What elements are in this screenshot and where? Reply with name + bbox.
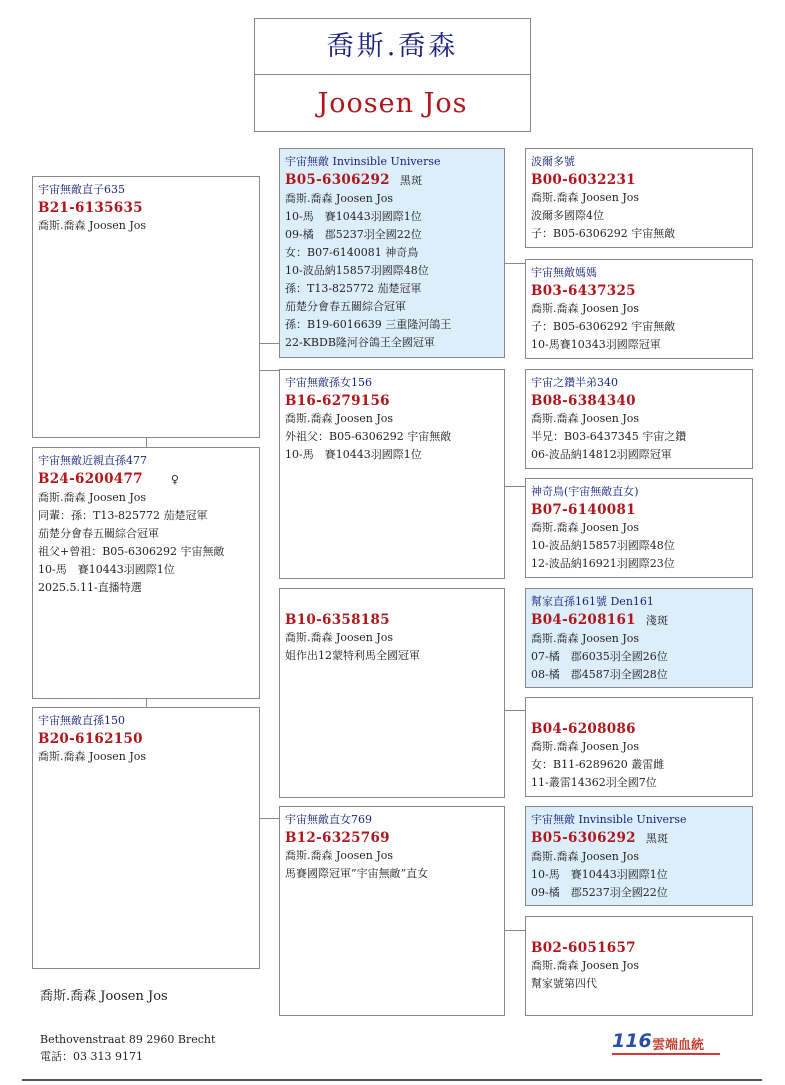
sire2-sire-line: 08-橘 郡4587羽全國28位 (531, 668, 668, 681)
dam-dam-title: 神奇鳥(宇宙無敵直女) (531, 485, 639, 498)
connector-line (505, 263, 525, 264)
subject-2-ring: B24-6200477 ♀ (38, 471, 180, 487)
connector-line (260, 818, 280, 819)
logo-number: 116 (612, 1030, 652, 1052)
connector-line (505, 930, 525, 931)
subject-3-ring: B20-6162150 (38, 731, 143, 747)
dam-sire-line: 半兄：B03-6437345 宇宙之鑽 (531, 430, 687, 443)
sire2-dam-line: 11-叢雷14362羽全國7位 (531, 776, 657, 789)
sex-symbol: ♀ (170, 473, 180, 486)
sire-line: 22-KBDB隆河谷鴿王全國冠軍 (285, 336, 435, 349)
subject-2-line: 10-馬 賽10443羽國際1位 (38, 563, 175, 576)
subject-box-3 (32, 707, 260, 969)
dam-ring: B16-6279156 (285, 393, 390, 409)
dam-sire-box (525, 369, 753, 469)
dam-sire-ring: B08-6384340 (531, 393, 636, 409)
granddam-ring: B03-6437325 (531, 283, 636, 299)
grandsire-ring: B00-6032231 (531, 172, 636, 188)
dam-dam-ring: B07-6140081 (531, 502, 636, 518)
sire2-ring: B10-6358185 (285, 612, 390, 628)
dam2-line: 馬賽國際冠軍”宇宙無敵”直女 (285, 867, 429, 880)
dam2-box (279, 806, 505, 1016)
sire-line: 孫：T13-825772 茄楚冠軍 (285, 282, 422, 295)
sire2-box (279, 588, 505, 798)
subject-2-line: 茄楚分會春五關綜合冠軍 (38, 527, 159, 540)
granddam-box (525, 259, 753, 359)
grandsire-line: 波爾多國際4位 (531, 209, 604, 222)
sire2-dam-line: 喬斯.喬森 Joosen Jos (531, 740, 640, 753)
subject-box-1 (32, 176, 260, 438)
sire2-dam-line: 女：B11-6289620 叢雷雌 (531, 758, 665, 771)
dam2-sire-box (525, 806, 753, 906)
dam2-dam-line: 喬斯.喬森 Joosen Jos (531, 959, 640, 972)
dam-sire-line: 06-波品納14812羽國際冠軍 (531, 448, 672, 461)
owner-name-english: Joosen Jos (317, 88, 468, 119)
dam2-dam-box (525, 916, 753, 1016)
dam-sire-line: 喬斯.喬森 Joosen Jos (531, 412, 640, 425)
subject-3-line: 喬斯.喬森 Joosen Jos (38, 750, 147, 763)
dam2-sire-title: 宇宙無敵 Invinsible Universe (531, 813, 687, 826)
dam2-dam-ring: B02-6051657 (531, 940, 636, 956)
subject-2-line: 祖父+曾祖：B05-6306292 宇宙無敵 (38, 545, 225, 558)
sire-line: 09-橘 郡5237羽全國22位 (285, 228, 422, 241)
owner-name-chinese: 喬斯.喬森 (255, 19, 530, 75)
sire2-line: 喬斯.喬森 Joosen Jos (285, 631, 394, 644)
dam-line: 外祖父：B05-6306292 宇宙無敵 (285, 430, 452, 443)
footer-address: Bethovenstraat 89 2960 Brecht (40, 1033, 216, 1046)
sire-line: 女：B07-6140081 神奇鳥 (285, 246, 419, 259)
sire2-sire-ring: B04-6208161 淺斑 (531, 612, 669, 628)
subject-1-title: 宇宙無敵直子635 (38, 183, 125, 196)
grandsire-title: 波爾多號 (531, 155, 575, 168)
dam2-title: 宇宙無敵直女769 (285, 813, 372, 826)
logo-underline (612, 1053, 720, 1055)
connector-line (505, 486, 525, 487)
dam2-sire-line: 10-馬 賽10443羽國際1位 (531, 868, 668, 881)
grandsire-line: 子：B05-6306292 宇宙無敵 (531, 227, 676, 240)
footer-owner-name: 喬斯.喬森 Joosen Jos (40, 989, 168, 1004)
subject-1-ring: B21-6135635 (38, 200, 143, 216)
sire-line: 10-馬 賽10443羽國際1位 (285, 210, 422, 223)
dam2-dam-line: 幫家號第四代 (531, 977, 597, 990)
connector-line (505, 710, 525, 711)
dam2-ring: B12-6325769 (285, 830, 390, 846)
sire-line: 10-波品納15857羽國際48位 (285, 264, 429, 277)
dam2-sire-line: 喬斯.喬森 Joosen Jos (531, 850, 640, 863)
sire2-dam-ring: B04-6208086 (531, 721, 636, 737)
dam-title: 宇宙無敵孫女156 (285, 376, 372, 389)
subject-box-2 (32, 447, 260, 699)
subject-2-line: 喬斯.喬森 Joosen Jos (38, 491, 147, 504)
sire2-line: 姐作出12蒙特利馬全國冠軍 (285, 649, 420, 662)
sire-line: 喬斯.喬森 Joosen Jos (285, 192, 394, 205)
subject-3-title: 宇宙無敵直孫150 (38, 714, 125, 727)
sire-box (279, 148, 505, 358)
brand-logo[interactable] (612, 1030, 722, 1056)
dam-line: 10-馬 賽10443羽國際1位 (285, 448, 422, 461)
dam2-sire-line: 09-橘 郡5237羽全國22位 (531, 886, 668, 899)
sire-line: 孫：B19-6016639 三重隆河鴿王 (285, 318, 452, 331)
dam-box (279, 369, 505, 579)
dam-dam-line: 喬斯.喬森 Joosen Jos (531, 521, 640, 534)
granddam-line: 喬斯.喬森 Joosen Jos (531, 302, 640, 315)
sire2-dam-box (525, 697, 753, 797)
sire2-sire-box (525, 588, 753, 688)
pedigree-header (254, 18, 531, 132)
granddam-title: 宇宙無敵媽媽 (531, 266, 597, 279)
sire2-sire-line: 07-橘 郡6035羽全國26位 (531, 650, 668, 663)
logo-text: 雲端血統 (652, 1038, 705, 1053)
grandsire-box (525, 148, 753, 248)
granddam-line: 10-馬賽10343羽國際冠軍 (531, 338, 661, 351)
connector-line (146, 437, 147, 447)
granddam-line: 子：B05-6306292 宇宙無敵 (531, 320, 676, 333)
dam2-line: 喬斯.喬森 Joosen Jos (285, 849, 394, 862)
sire-line: 茄楚分會春五關綜合冠軍 (285, 300, 406, 313)
dam-line: 喬斯.喬森 Joosen Jos (285, 412, 394, 425)
dam-dam-line: 12-波品納16921羽國際23位 (531, 557, 675, 570)
sire2-sire-title: 幫家直孫161號 Den161 (531, 595, 654, 608)
dam2-sire-ring: B05-6306292 黑斑 (531, 830, 669, 846)
subject-1-line: 喬斯.喬森 Joosen Jos (38, 219, 147, 232)
sire-ring: B05-6306292 黑斑 (285, 172, 423, 188)
connector-line (260, 370, 280, 371)
sire-title: 宇宙無敵 Invinsible Universe (285, 155, 441, 168)
connector-line (260, 343, 280, 344)
subject-2-title: 宇宙無敵近親直孫477 (38, 454, 147, 467)
sire2-sire-line: 喬斯.喬森 Joosen Jos (531, 632, 640, 645)
dam-dam-line: 10-波品納15857羽國際48位 (531, 539, 675, 552)
subject-2-line: 同輩：孫：T13-825772 茄楚冠軍 (38, 509, 208, 522)
dam-sire-title: 宇宙之鑽半弟340 (531, 376, 618, 389)
dam-dam-box (525, 478, 753, 578)
subject-2-line: 2025.5.11-直播特選 (38, 581, 142, 594)
footer-divider (22, 1079, 762, 1081)
grandsire-line: 喬斯.喬森 Joosen Jos (531, 191, 640, 204)
footer-phone: 電話：03 313 9171 (40, 1050, 143, 1063)
